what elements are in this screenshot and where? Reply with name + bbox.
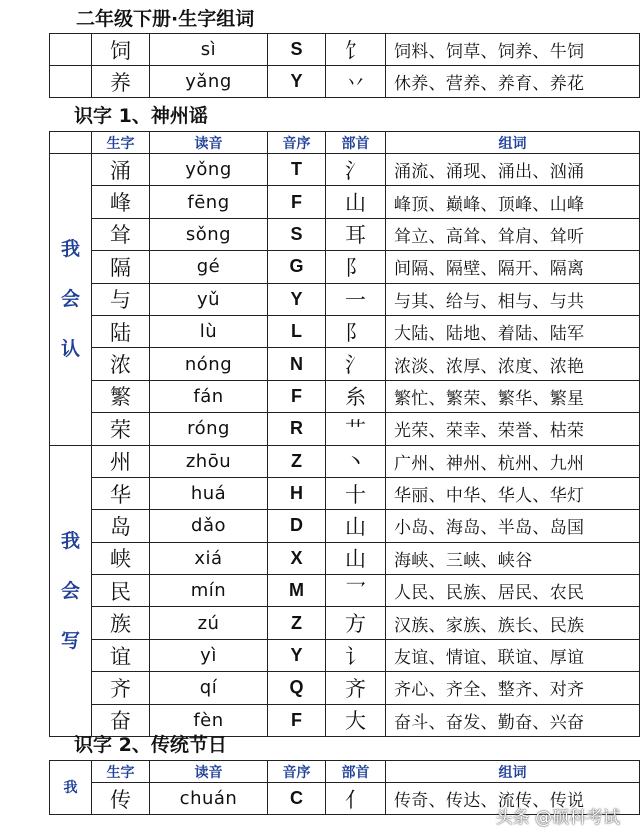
- order-cell: Y: [268, 66, 326, 98]
- pinyin-cell: yǒng: [150, 154, 268, 186]
- radical-cell: 十: [326, 477, 386, 509]
- pinyin-cell: fán: [150, 380, 268, 412]
- table-row: [50, 218, 640, 250]
- group-label-char: 会: [60, 579, 80, 602]
- table-row: [50, 154, 640, 186]
- radical-cell: 山: [326, 510, 386, 542]
- pinyin-cell: lù: [150, 315, 268, 347]
- char-cell: 繁: [92, 380, 150, 412]
- header-row: [50, 761, 640, 783]
- table-row: [50, 575, 640, 607]
- group-label-char: 认: [60, 338, 80, 361]
- words-cell: 大陆、陆地、着陆、陆军: [386, 315, 640, 347]
- words-cell: 浓淡、浓厚、浓度、浓艳: [386, 348, 640, 380]
- pinyin-cell: yǔ: [150, 283, 268, 315]
- order-cell: S: [268, 34, 326, 66]
- char-cell: 涌: [92, 154, 150, 186]
- char-cell: 奋: [92, 704, 150, 736]
- order-cell: T: [268, 154, 326, 186]
- pinyin-cell: sǒng: [150, 218, 268, 250]
- words-cell: 峰顶、巅峰、顶峰、山峰: [386, 186, 640, 218]
- group-label-char: 我: [63, 779, 78, 796]
- radical-cell: 丶: [326, 445, 386, 477]
- group-label-empty: [50, 34, 92, 66]
- table-row: [50, 510, 640, 542]
- header-order: 音序: [268, 132, 326, 154]
- char-cell: 陆: [92, 315, 150, 347]
- pinyin-cell: yì: [150, 639, 268, 671]
- table-row: [50, 34, 640, 66]
- char-cell: 耸: [92, 218, 150, 250]
- char-cell: 谊: [92, 639, 150, 671]
- char-cell: 浓: [92, 348, 150, 380]
- words-cell: 广州、神州、杭州、九州: [386, 445, 640, 477]
- words-cell: 人民、民族、居民、农民: [386, 575, 640, 607]
- table-row: [50, 672, 640, 704]
- words-cell: 涌流、涌现、涌出、汹涌: [386, 154, 640, 186]
- char-cell: 传: [92, 783, 150, 815]
- table-row: [50, 542, 640, 574]
- order-cell: N: [268, 348, 326, 380]
- words-cell: 耸立、高耸、耸肩、耸听: [386, 218, 640, 250]
- header-words: 组词: [386, 761, 640, 783]
- table-row: [50, 251, 640, 283]
- order-cell: F: [268, 704, 326, 736]
- radical-cell: 乛: [326, 575, 386, 607]
- pinyin-cell: fèn: [150, 704, 268, 736]
- order-cell: X: [268, 542, 326, 574]
- words-cell: 海峡、三峡、峡谷: [386, 542, 640, 574]
- pinyin-cell: dǎo: [150, 510, 268, 542]
- group-label: [50, 132, 92, 154]
- pinyin-cell: nóng: [150, 348, 268, 380]
- table-row: [50, 477, 640, 509]
- words-cell: 小岛、海岛、半岛、岛国: [386, 510, 640, 542]
- radical-cell: 饣: [326, 34, 386, 66]
- radical-cell: 耳: [326, 218, 386, 250]
- group-label: [50, 761, 92, 815]
- table-row: [50, 380, 640, 412]
- char-cell: 州: [92, 445, 150, 477]
- radical-cell: 大: [326, 704, 386, 736]
- pinyin-cell: zhōu: [150, 445, 268, 477]
- char-cell: 峰: [92, 186, 150, 218]
- radical-cell: 氵: [326, 348, 386, 380]
- table-row: [50, 186, 640, 218]
- order-cell: Q: [268, 672, 326, 704]
- table-row: [50, 413, 640, 445]
- order-cell: Z: [268, 445, 326, 477]
- order-cell: Y: [268, 639, 326, 671]
- radical-cell: 一: [326, 283, 386, 315]
- table-row: [50, 639, 640, 671]
- words-cell: 饲料、饲草、饲养、牛饲: [386, 34, 640, 66]
- char-cell: 民: [92, 575, 150, 607]
- order-cell: L: [268, 315, 326, 347]
- table-row: [50, 607, 640, 639]
- pinyin-cell: yǎng: [150, 66, 268, 98]
- order-cell: D: [268, 510, 326, 542]
- document-title: 二年级下册·生字组词: [76, 8, 255, 30]
- group-label: [50, 154, 92, 446]
- watermark: 头条 @硕科考试: [495, 808, 620, 828]
- order-cell: F: [268, 380, 326, 412]
- order-cell: Z: [268, 607, 326, 639]
- table-row: [50, 315, 640, 347]
- pinyin-cell: róng: [150, 413, 268, 445]
- vocab-table-continued: [49, 33, 640, 98]
- table-row: [50, 66, 640, 98]
- pinyin-cell: xiá: [150, 542, 268, 574]
- words-cell: 友谊、情谊、联谊、厚谊: [386, 639, 640, 671]
- table-row: [50, 283, 640, 315]
- radical-cell: 糸: [326, 380, 386, 412]
- char-cell: 齐: [92, 672, 150, 704]
- pinyin-cell: fēng: [150, 186, 268, 218]
- words-cell: 休养、营养、养育、养花: [386, 66, 640, 98]
- pinyin-cell: mín: [150, 575, 268, 607]
- words-cell: 华丽、中华、华人、华灯: [386, 477, 640, 509]
- char-cell: 族: [92, 607, 150, 639]
- pinyin-cell: sì: [150, 34, 268, 66]
- char-cell: 华: [92, 477, 150, 509]
- group-label: [50, 445, 92, 737]
- char-cell: 养: [92, 66, 150, 98]
- order-cell: H: [268, 477, 326, 509]
- radical-cell: 艹: [326, 413, 386, 445]
- order-cell: C: [268, 783, 326, 815]
- order-cell: G: [268, 251, 326, 283]
- vocab-table-section-1: [49, 131, 640, 737]
- radical-cell: 方: [326, 607, 386, 639]
- table-row: [50, 445, 640, 477]
- header-char: 生字: [92, 132, 150, 154]
- table-row: [50, 348, 640, 380]
- pinyin-cell: qí: [150, 672, 268, 704]
- header-pinyin: 读音: [150, 761, 268, 783]
- header-char: 生字: [92, 761, 150, 783]
- words-cell: 汉族、家族、族长、民族: [386, 607, 640, 639]
- words-cell: 间隔、隔壁、隔开、隔离: [386, 251, 640, 283]
- order-cell: F: [268, 186, 326, 218]
- words-cell: 光荣、荣幸、荣誉、枯荣: [386, 413, 640, 445]
- radical-cell: 山: [326, 542, 386, 574]
- group-label-char: 写: [60, 629, 80, 652]
- char-cell: 隔: [92, 251, 150, 283]
- header-row: [50, 132, 640, 154]
- radical-cell: 氵: [326, 154, 386, 186]
- order-cell: Y: [268, 283, 326, 315]
- char-cell: 岛: [92, 510, 150, 542]
- char-cell: 与: [92, 283, 150, 315]
- radical-cell: 丷: [326, 66, 386, 98]
- char-cell: 峡: [92, 542, 150, 574]
- radical-cell: 阝: [326, 251, 386, 283]
- header-words: 组词: [386, 132, 640, 154]
- words-cell: 与其、给与、相与、与共: [386, 283, 640, 315]
- section-title-1: 识字 1、神州谣: [74, 105, 208, 127]
- group-label-empty: [50, 66, 92, 98]
- words-cell: 奋斗、奋发、勤奋、兴奋: [386, 704, 640, 736]
- header-order: 音序: [268, 761, 326, 783]
- group-label-char: 会: [60, 288, 80, 311]
- order-cell: R: [268, 413, 326, 445]
- pinyin-cell: chuán: [150, 783, 268, 815]
- words-cell: 繁忙、繁荣、繁华、繁星: [386, 380, 640, 412]
- order-cell: M: [268, 575, 326, 607]
- radical-cell: 齐: [326, 672, 386, 704]
- radical-cell: 亻: [326, 783, 386, 815]
- words-cell: 齐心、齐全、整齐、对齐: [386, 672, 640, 704]
- header-radical: 部首: [326, 132, 386, 154]
- words-cell: 传奇、传达、流传、传说: [386, 783, 640, 815]
- char-cell: 荣: [92, 413, 150, 445]
- header-radical: 部首: [326, 761, 386, 783]
- radical-cell: 阝: [326, 315, 386, 347]
- group-label-char: 我: [60, 529, 80, 552]
- radical-cell: 山: [326, 186, 386, 218]
- group-label-char: 我: [60, 238, 80, 261]
- radical-cell: 讠: [326, 639, 386, 671]
- order-cell: S: [268, 218, 326, 250]
- header-pinyin: 读音: [150, 132, 268, 154]
- pinyin-cell: gé: [150, 251, 268, 283]
- pinyin-cell: zú: [150, 607, 268, 639]
- char-cell: 饲: [92, 34, 150, 66]
- pinyin-cell: huá: [150, 477, 268, 509]
- section-title-2: 识字 2、传统节日: [74, 734, 227, 756]
